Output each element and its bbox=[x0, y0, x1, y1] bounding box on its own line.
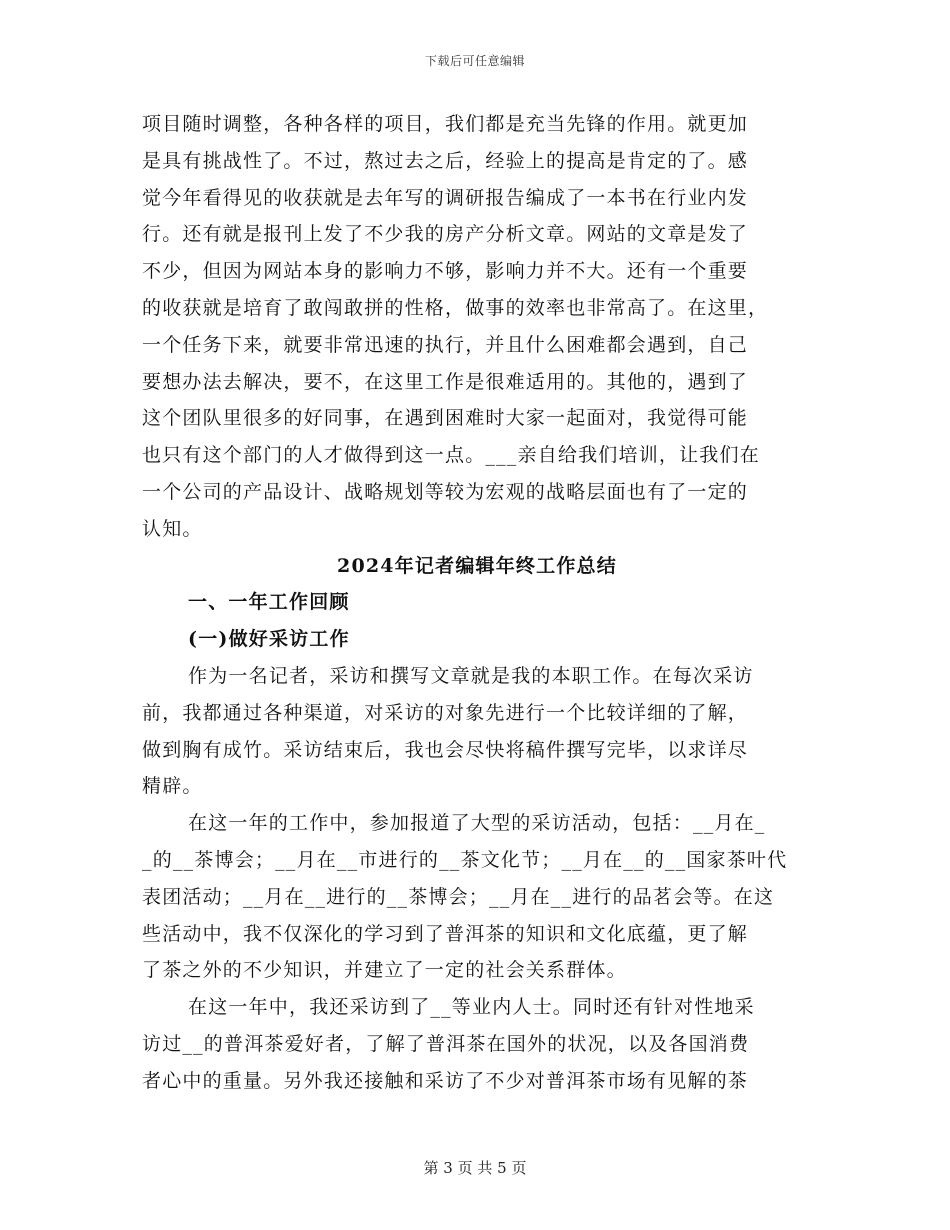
section-title: 2024年记者编辑年终工作总结 bbox=[337, 554, 617, 577]
text-line: 一、一年工作回顾 bbox=[188, 591, 350, 614]
page-footer: 第 3 页 共 5 页 bbox=[423, 1159, 527, 1177]
text-line: 作为一名记者，采访和撰写文章就是我的本职工作。在每次采访 bbox=[188, 664, 754, 687]
text-line: 者心中的重量。另外我还接触和采访了不少对普洱茶市场有见解的茶 bbox=[142, 1069, 749, 1092]
text-line: 不少，但因为网站本身的影响力不够，影响力并不大。还有一个重要 bbox=[142, 260, 749, 283]
text-line: 在这一年的工作中，参加报道了大型的采访活动，包括：__月在_ bbox=[188, 812, 766, 835]
text-line: 精辟。 bbox=[142, 775, 203, 798]
text-line: _的__茶博会；__月在__市进行的__茶文化节；__月在__的__国家茶叶代 bbox=[142, 848, 788, 871]
text-line: 觉今年看得见的收获就是去年写的调研报告编成了一本书在行业内发 bbox=[142, 186, 749, 209]
page-header: 下载后可任意编辑 bbox=[424, 54, 525, 68]
text-line: 的收获就是培育了敢闯敢拼的性格，做事的效率也非常高了。在这里， bbox=[142, 296, 769, 319]
text-line: 了茶之外的不少知识，并建立了一定的社会关系群体。 bbox=[142, 959, 627, 982]
text-line: (一)做好采访工作 bbox=[188, 628, 350, 651]
text-line: 是具有挑战性了。不过，熬过去之后，经验上的提高是肯定的了。感 bbox=[142, 149, 749, 172]
text-line: 这个团队里很多的好同事，在遇到困难时大家一起面对，我觉得可能 bbox=[142, 407, 749, 430]
text-line: 前，我都通过各种渠道，对采访的对象先进行一个比较详细的了解， bbox=[142, 701, 749, 724]
text-line: 访过__的普洱茶爱好者，了解了普洱茶在国外的状况，以及各国消费 bbox=[142, 1032, 750, 1055]
text-line: 一个公司的产品设计、战略规划等较为宏观的战略层面也有了一定的 bbox=[142, 480, 749, 503]
text-line: 表团活动；__月在__进行的__茶博会；__月在__进行的品茗会等。在这 bbox=[142, 885, 775, 908]
text-line: 一个任务下来，就要非常迅速的执行，并且什么困难都会遇到，自己 bbox=[142, 333, 749, 356]
document-body bbox=[142, 106, 812, 1100]
text-line: 项目随时调整，各种各样的项目，我们都是充当先锋的作用。就更加 bbox=[142, 113, 749, 135]
text-line: 做到胸有成竹。采访结束后，我也会尽快将稿件撰写完毕，以求详尽 bbox=[142, 738, 749, 761]
text-line: 要想办法去解决，要不，在这里工作是很难适用的。其他的，遇到了 bbox=[142, 370, 749, 393]
text-line: 些活动中，我不仅深化的学习到了普洱茶的知识和文化底蕴，更了解 bbox=[142, 922, 749, 945]
text-line: 也只有这个部门的人才做得到这一点。___亲自给我们培训，让我们在 bbox=[142, 444, 760, 467]
text-line: 在这一年中，我还采访到了__等业内人士。同时还有针对性地采 bbox=[188, 996, 755, 1019]
text-line: 认知。 bbox=[142, 517, 203, 540]
text-line: 行。还有就是报刊上发了不少我的房产分析文章。网站的文章是发了 bbox=[142, 223, 749, 246]
